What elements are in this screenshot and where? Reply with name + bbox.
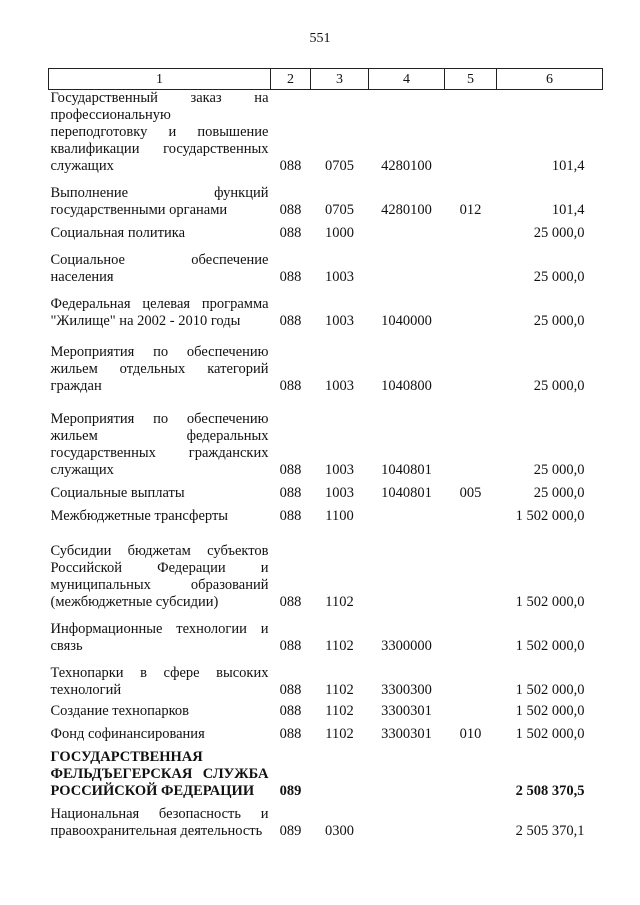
row-ved-code: 088 — [279, 202, 302, 218]
row-name: Межбюджетные трансферты — [50, 508, 229, 524]
table-row — [49, 244, 603, 288]
column-header-vr: 5 — [445, 69, 497, 90]
table-row — [49, 397, 603, 481]
table-row — [49, 613, 603, 657]
row-name: Федеральная целевая программа "Жилище" на 2002 - 2010 годы — [50, 296, 269, 329]
row-amount: 25 000,0 — [533, 378, 585, 394]
column-header-ved: 2 — [271, 69, 311, 90]
table-row — [49, 481, 603, 504]
row-target-code: 1040801 — [381, 485, 432, 501]
row-amount: 1 502 000,0 — [515, 703, 585, 719]
row-section-code: 1102 — [325, 726, 354, 742]
row-ved-code: 089 — [279, 783, 302, 799]
row-amount: 2 508 370,5 — [515, 783, 585, 799]
column-header-sum: 6 — [497, 69, 603, 90]
row-amount: 25 000,0 — [533, 462, 585, 478]
row-amount: 1 502 000,0 — [515, 508, 585, 524]
row-expense-type-code — [445, 745, 497, 802]
row-ved-code: 088 — [279, 158, 302, 174]
page-number: 551 — [309, 31, 331, 46]
row-section-code: 0705 — [325, 202, 354, 218]
row-expense-type-code — [445, 657, 497, 701]
row-name: Социальная политика — [50, 225, 186, 241]
row-amount: 101,4 — [551, 202, 585, 218]
row-ved-code: 088 — [279, 462, 302, 478]
row-ved-code: 088 — [279, 703, 302, 719]
row-target-code: 3300300 — [381, 682, 432, 698]
table-row — [49, 504, 603, 527]
row-target-code: 1040801 — [381, 462, 432, 478]
row-amount: 1 502 000,0 — [515, 638, 585, 654]
row-name: Мероприятия по обеспечению жильем федеральных государственных гражданских служащих — [50, 411, 269, 478]
row-target-code: 4280100 — [381, 202, 432, 218]
row-section-code: 1003 — [325, 485, 354, 501]
row-expense-type-code: 005 — [459, 485, 482, 501]
row-expense-type-code: 012 — [459, 202, 482, 218]
column-header-rzpr: 3 — [311, 69, 369, 90]
table-row — [49, 90, 603, 178]
row-expense-type-code — [445, 244, 497, 288]
row-section-code: 1003 — [325, 462, 354, 478]
row-target-code — [369, 221, 445, 244]
row-name: Государственный заказ на профессиональную переподготовку и повышение квалификации государственных служащих — [50, 90, 269, 174]
table-row — [49, 722, 603, 745]
budget-table — [48, 68, 603, 842]
row-expense-type-code — [445, 802, 497, 842]
row-name: Выполнение функций государственными органами — [50, 185, 269, 218]
table-row — [49, 221, 603, 244]
row-target-code — [369, 244, 445, 288]
row-ved-code: 088 — [279, 378, 302, 394]
row-amount: 25 000,0 — [533, 485, 585, 501]
row-target-code — [369, 745, 445, 802]
row-ved-code: 088 — [279, 594, 302, 610]
row-expense-type-code — [445, 527, 497, 613]
row-target-code — [369, 527, 445, 613]
row-name: Субсидии бюджетам субъектов Российской Федерации и муниципальных образований (межбюджетные субсидии) — [50, 543, 269, 610]
row-name: Мероприятия по обеспечению жильем отдельных категорий граждан — [50, 344, 269, 394]
row-ved-code: 088 — [279, 682, 302, 698]
table-row — [49, 701, 603, 722]
row-section-code: 1003 — [325, 269, 354, 285]
table-row — [49, 332, 603, 397]
column-header-name: 1 — [49, 69, 271, 90]
row-amount: 101,4 — [551, 158, 585, 174]
table-row — [49, 527, 603, 613]
table-row — [49, 288, 603, 332]
row-section-code: 1102 — [325, 594, 354, 610]
row-expense-type-code — [445, 504, 497, 527]
row-name: Социальные выплаты — [50, 485, 185, 501]
row-amount: 25 000,0 — [533, 313, 585, 329]
row-ved-code: 088 — [279, 313, 302, 329]
table-row — [49, 177, 603, 221]
row-name: ГОСУДАРСТВЕННАЯ ФЕЛЬДЪЕГЕРСКАЯ СЛУЖБА РОССИЙСКОЙ ФЕДЕРАЦИИ — [50, 749, 269, 799]
row-expense-type-code — [445, 332, 497, 397]
row-target-code: 3300000 — [381, 638, 432, 654]
table-header — [49, 69, 603, 90]
row-expense-type-code — [445, 288, 497, 332]
row-expense-type-code: 010 — [459, 726, 482, 742]
row-target-code — [369, 802, 445, 842]
row-target-code: 4280100 — [381, 158, 432, 174]
row-name: Информационные технологии и связь — [50, 621, 269, 654]
row-section-code: 1000 — [325, 225, 354, 241]
row-target-code: 1040000 — [381, 313, 432, 329]
row-name: Фонд софинансирования — [50, 726, 205, 742]
row-expense-type-code — [445, 90, 497, 178]
row-section-code: 1100 — [325, 508, 354, 524]
row-name: Создание технопарков — [50, 703, 189, 719]
row-section-code — [311, 745, 369, 802]
row-expense-type-code — [445, 701, 497, 722]
row-target-code: 1040800 — [381, 378, 432, 394]
row-name: Социальное обеспечение населения — [50, 252, 269, 285]
row-target-code — [369, 504, 445, 527]
row-ved-code: 089 — [279, 823, 302, 839]
row-section-code: 1102 — [325, 703, 354, 719]
row-expense-type-code — [445, 221, 497, 244]
row-target-code: 3300301 — [381, 703, 432, 719]
row-ved-code: 088 — [279, 269, 302, 285]
table-body — [49, 90, 603, 843]
row-expense-type-code — [445, 397, 497, 481]
row-amount: 1 502 000,0 — [515, 726, 585, 742]
row-section-code: 0705 — [325, 158, 354, 174]
row-target-code: 3300301 — [381, 726, 432, 742]
row-amount: 1 502 000,0 — [515, 682, 585, 698]
row-section-code: 1102 — [325, 682, 354, 698]
row-section-code: 1003 — [325, 313, 354, 329]
row-expense-type-code — [445, 613, 497, 657]
row-amount: 25 000,0 — [533, 225, 585, 241]
row-amount: 25 000,0 — [533, 269, 585, 285]
row-ved-code: 088 — [279, 485, 302, 501]
row-section-code: 1102 — [325, 638, 354, 654]
header-row — [49, 69, 603, 90]
column-header-csr: 4 — [369, 69, 445, 90]
row-amount: 2 505 370,1 — [515, 823, 585, 839]
table-row — [49, 657, 603, 701]
row-ved-code: 088 — [279, 638, 302, 654]
table-row — [49, 745, 603, 802]
row-section-code: 1003 — [325, 378, 354, 394]
row-amount: 1 502 000,0 — [515, 594, 585, 610]
row-section-code: 0300 — [325, 823, 354, 839]
row-ved-code: 088 — [279, 508, 302, 524]
row-name: Технопарки в сфере высоких технологий — [50, 665, 269, 698]
table-row — [49, 802, 603, 842]
row-ved-code: 088 — [279, 225, 302, 241]
row-ved-code: 088 — [279, 726, 302, 742]
row-name: Национальная безопасность и правоохранительная деятельность — [50, 806, 269, 839]
